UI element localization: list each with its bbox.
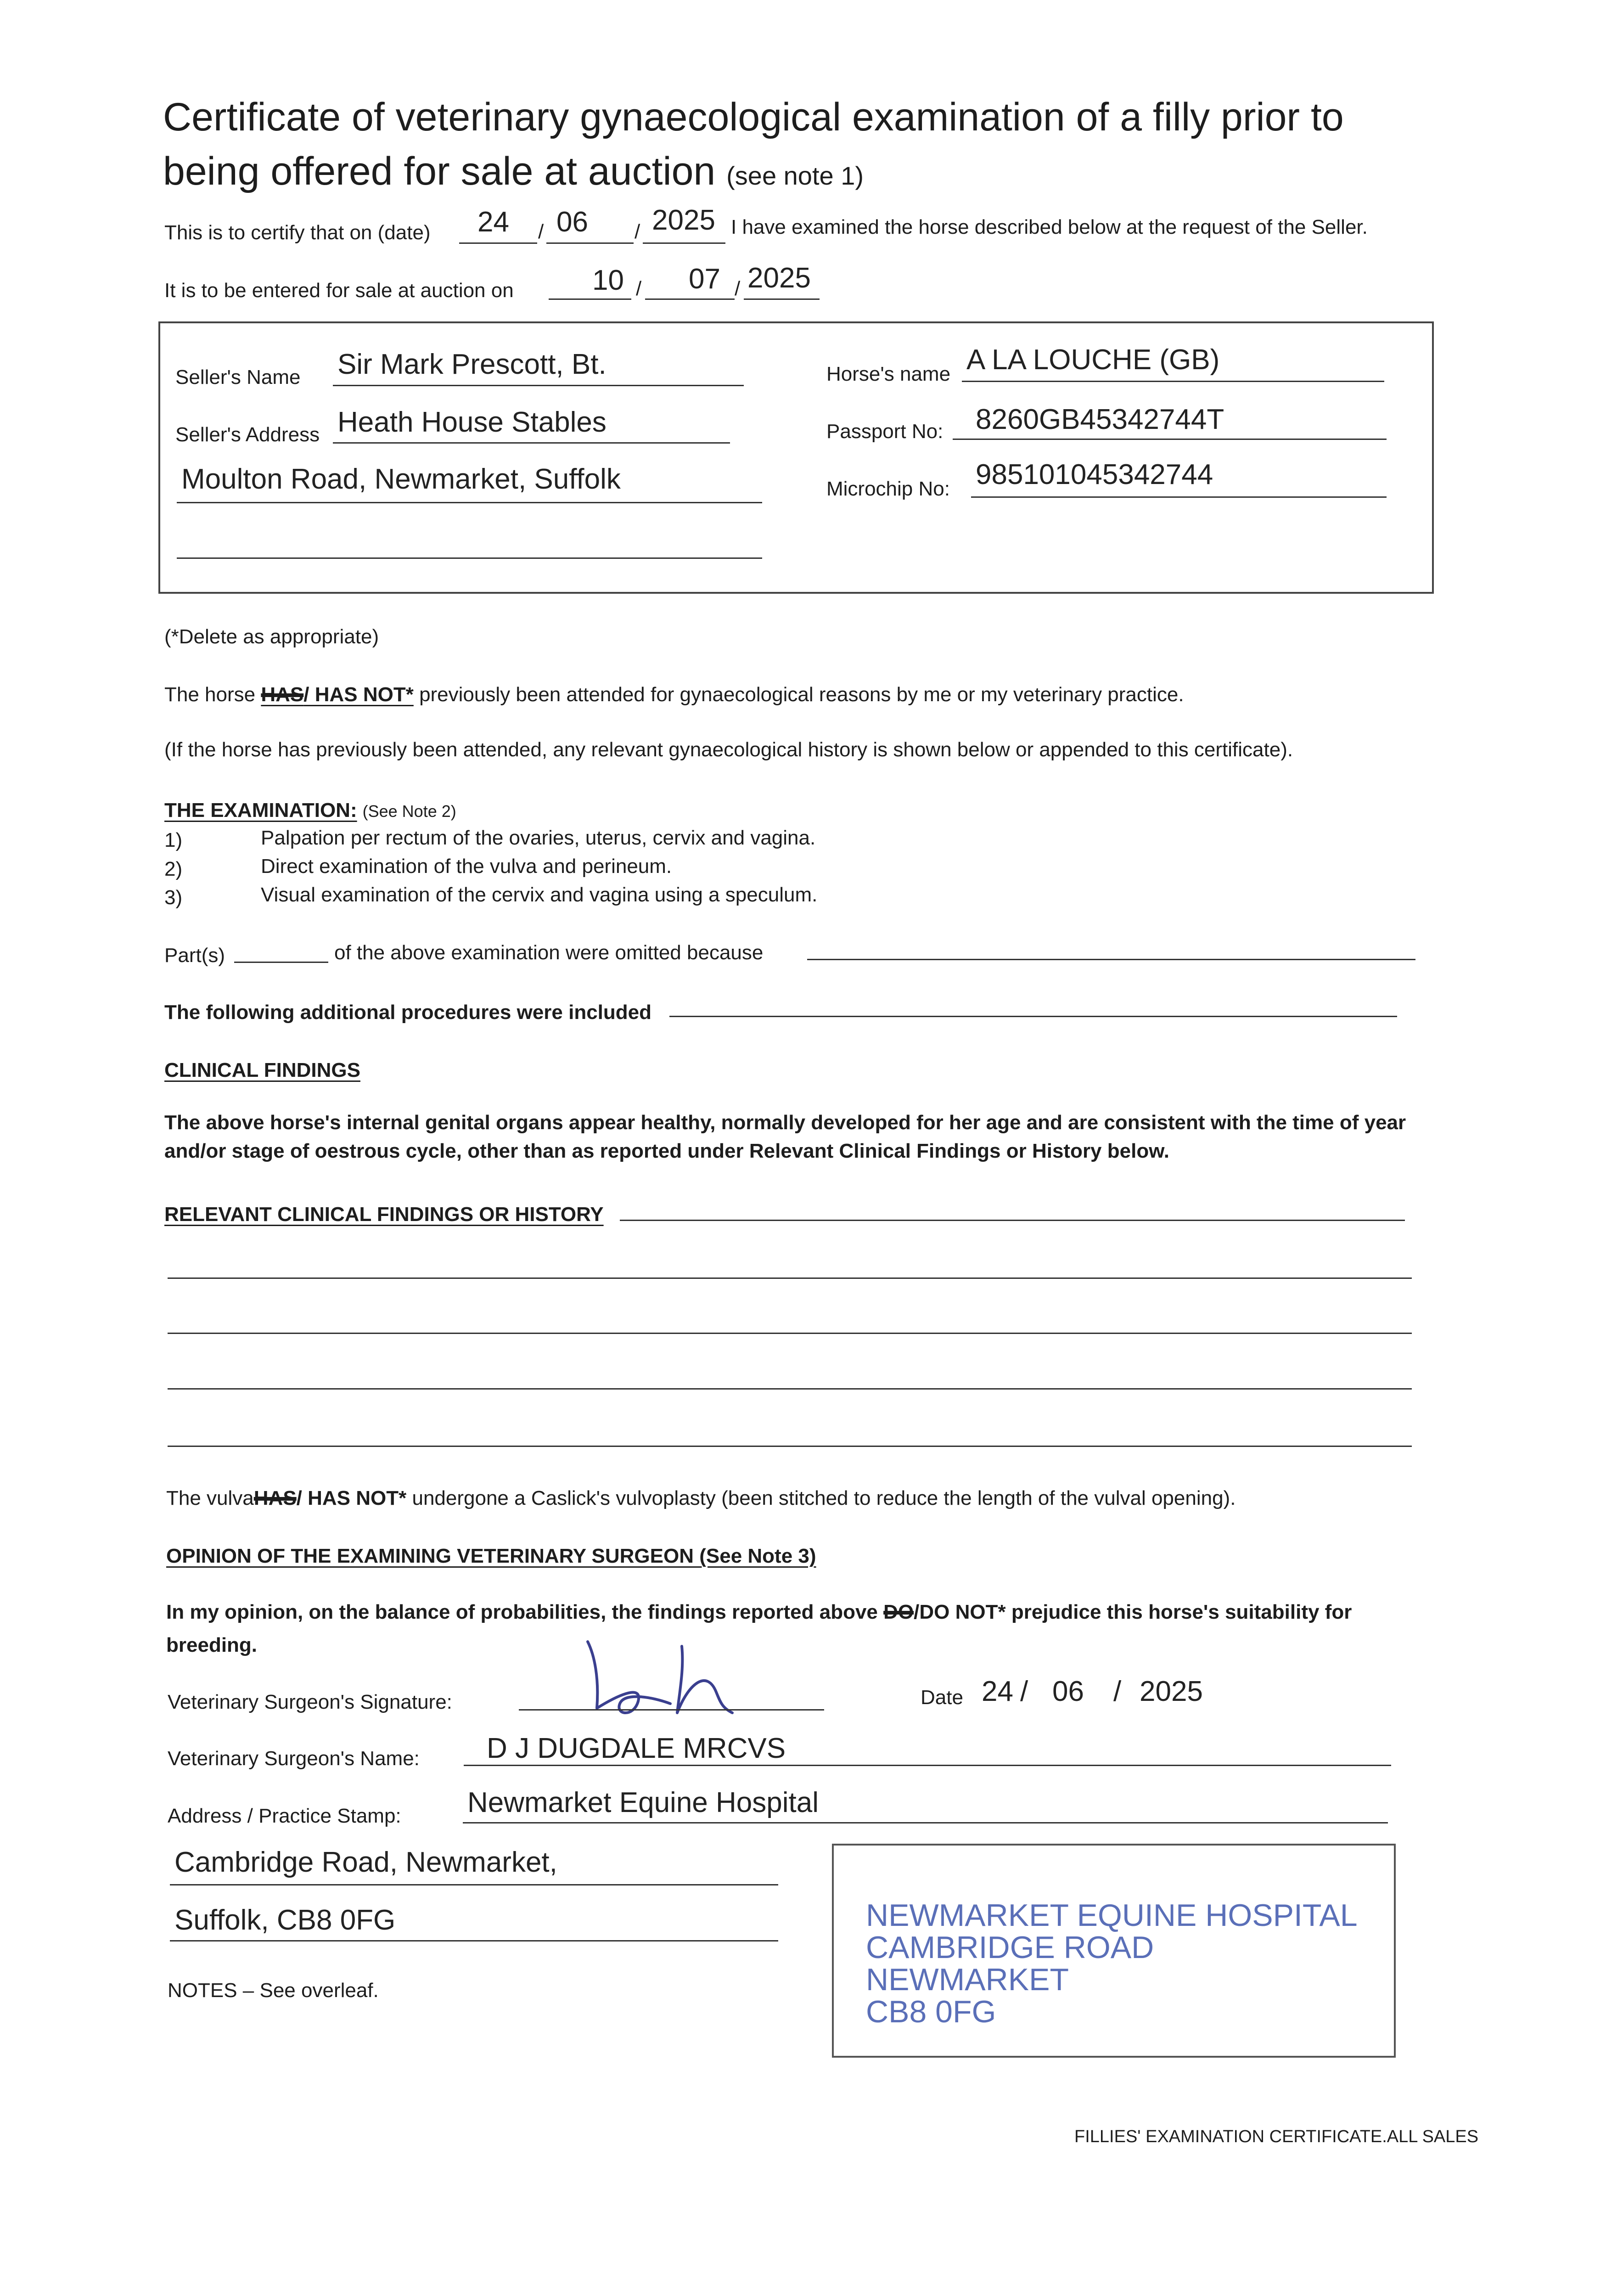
- signature-date-label: Date: [921, 1686, 963, 1709]
- signature-label: Veterinary Surgeon's Signature:: [168, 1691, 452, 1713]
- auction-slash-1: /: [636, 277, 642, 300]
- seller-name[interactable]: Sir Mark Prescott, Bt.: [337, 349, 607, 380]
- signature-date-slash-1: /: [1020, 1676, 1028, 1707]
- opinion-prefix: In my opinion, on the balance of probabilities, the findings reported above: [166, 1601, 878, 1623]
- seller-name-line: [333, 385, 744, 386]
- attended-prefix: The horse: [164, 683, 256, 706]
- surgeon-name-label: Veterinary Surgeon's Name:: [168, 1747, 420, 1770]
- page-title: [163, 90, 1344, 203]
- exam-item-3-num: 3): [164, 886, 183, 909]
- seller-address-1-line: [333, 442, 730, 444]
- practice-address-1-line: [463, 1822, 1388, 1823]
- certify-day[interactable]: 24: [477, 206, 509, 238]
- attended-struck-option: HAS: [261, 683, 304, 706]
- vulva-choice[interactable]: [254, 1487, 406, 1509]
- seller-address-2-line: [177, 502, 762, 503]
- relevant-findings-line-2[interactable]: [168, 1277, 1412, 1279]
- opinion-text-2: breeding.: [166, 1634, 258, 1656]
- vulva-suffix: undergone a Caslick's vulvoplasty (been stitched to reduce the length of the vulval opening).: [412, 1487, 1236, 1509]
- parts-suffix: of the above examination were omitted because: [334, 941, 764, 964]
- signature-date-slash-2: /: [1113, 1676, 1122, 1707]
- relevant-findings-heading: RELEVANT CLINICAL FINDINGS OR HISTORY: [164, 1203, 604, 1226]
- practice-address-3-line: [170, 1940, 778, 1941]
- title-line-2: [163, 144, 1344, 203]
- practice-address-label: Address / Practice Stamp:: [168, 1805, 401, 1827]
- attended-suffix: previously been attended for gynaecological reasons by me or my veterinary practice.: [419, 683, 1184, 706]
- clinical-heading: CLINICAL FINDINGS: [164, 1059, 360, 1081]
- horse-name[interactable]: A LA LOUCHE (GB): [966, 344, 1220, 376]
- certify-year-line: [643, 242, 725, 244]
- seller-address-1[interactable]: Heath House Stables: [337, 406, 607, 438]
- auction-prefix: It is to be entered for sale at auction on: [164, 279, 514, 302]
- certify-month[interactable]: 06: [556, 206, 588, 238]
- surgeon-name[interactable]: D J DUGDALE MRCVS: [487, 1733, 786, 1764]
- certify-slash-2: /: [635, 220, 640, 243]
- title-line-2-text: being offered for sale at auction: [163, 149, 716, 193]
- horse-name-label: Horse's name: [826, 363, 951, 385]
- practice-address-1[interactable]: Newmarket Equine Hospital: [467, 1787, 819, 1818]
- relevant-findings-line-1[interactable]: [620, 1220, 1405, 1221]
- vulva-prefix: The vulva: [166, 1487, 254, 1509]
- certify-day-line: [459, 242, 537, 244]
- auction-year-line: [744, 298, 820, 300]
- seller-address-3-line: [177, 557, 762, 559]
- auction-slash-2: /: [735, 277, 741, 300]
- practice-stamp: [832, 1844, 1396, 2058]
- practice-address-2-line: [170, 1884, 778, 1885]
- parts-field[interactable]: [234, 962, 328, 963]
- history-note: (If the horse has previously been attended, any relevant gynaecological history is shown below or appended to this certificate).: [164, 738, 1293, 761]
- passport-line: [953, 439, 1387, 440]
- vulva-statement: [166, 1487, 1236, 1510]
- seller-name-label: Seller's Name: [175, 366, 301, 388]
- surgeon-name-line: [464, 1765, 1391, 1766]
- attended-selected-option: / HAS NOT*: [303, 683, 414, 706]
- opinion-text-1: [166, 1601, 1352, 1624]
- horse-name-line: [962, 381, 1384, 382]
- signature-line: [519, 1709, 824, 1711]
- signature-date-year[interactable]: 2025: [1140, 1676, 1203, 1707]
- exam-item-2-num: 2): [164, 858, 183, 880]
- opinion-heading: OPINION OF THE EXAMINING VETERINARY SURGEON (See Note 3): [166, 1545, 816, 1567]
- exam-item-3-text: Visual examination of the cervix and vagina using a speculum.: [261, 884, 818, 906]
- title-note: (see note 1): [726, 161, 864, 190]
- certify-year[interactable]: 2025: [652, 204, 715, 236]
- relevant-findings-line-5[interactable]: [168, 1446, 1412, 1447]
- vulva-selected-option: / HAS NOT*: [296, 1487, 407, 1509]
- vulva-struck-option: HAS: [253, 1487, 297, 1509]
- additional-procedures-label: The following additional procedures were included: [164, 1001, 652, 1024]
- practice-address-3[interactable]: Suffolk, CB8 0FG: [174, 1904, 396, 1936]
- auction-day-line: [549, 298, 631, 300]
- omitted-reason-field[interactable]: [807, 959, 1415, 960]
- clinical-text-1: The above horse's internal genital organs appear healthy, normally developed for her age and are consistent with the time of year: [164, 1111, 1406, 1134]
- opinion-suffix: /DO NOT* prejudice this horse's suitability for: [914, 1601, 1352, 1623]
- seller-address-2[interactable]: Moulton Road, Newmarket, Suffolk: [181, 463, 621, 495]
- practice-address-2[interactable]: Cambridge Road, Newmarket,: [174, 1846, 557, 1878]
- footer-label: FILLIES' EXAMINATION CERTIFICATE.ALL SALES: [1074, 2127, 1479, 2146]
- certify-suffix: I have examined the horse described below at the request of the Seller.: [731, 216, 1368, 238]
- seller-address-label: Seller's Address: [175, 423, 320, 446]
- stamp-line-2: CAMBRIDGE ROAD: [866, 1930, 1154, 1965]
- auction-month-line: [645, 298, 735, 300]
- relevant-findings-line-3[interactable]: [168, 1333, 1412, 1334]
- exam-item-2-text: Direct examination of the vulva and perineum.: [261, 855, 672, 878]
- microchip-number[interactable]: 985101045342744: [976, 459, 1213, 490]
- relevant-findings-line-4[interactable]: [168, 1388, 1412, 1390]
- passport-label: Passport No:: [826, 420, 943, 443]
- examination-heading-text: THE EXAMINATION:: [164, 799, 357, 822]
- exam-item-1-text: Palpation per rectum of the ovaries, uterus, cervix and vagina.: [261, 827, 816, 849]
- microchip-label: Microchip No:: [826, 478, 950, 500]
- certify-slash-1: /: [538, 220, 544, 243]
- auction-year[interactable]: 2025: [747, 262, 811, 294]
- attended-statement: [164, 683, 1184, 706]
- notes-label: NOTES – See overleaf.: [168, 1979, 379, 2002]
- examination-note: (See Note 2): [362, 802, 456, 821]
- signature-date-day[interactable]: 24: [982, 1676, 1013, 1707]
- opinion-struck-option[interactable]: DO: [883, 1601, 914, 1623]
- certify-prefix: This is to certify that on (date): [164, 221, 431, 244]
- stamp-line-1: NEWMARKET EQUINE HOSPITAL: [866, 1898, 1358, 1933]
- additional-procedures-field[interactable]: [669, 1016, 1397, 1017]
- passport-number[interactable]: 8260GB45342744T: [976, 404, 1224, 435]
- signature-date-month[interactable]: 06: [1052, 1676, 1084, 1707]
- exam-item-1-num: 1): [164, 829, 183, 851]
- microchip-line: [971, 496, 1387, 498]
- attended-choice[interactable]: [261, 683, 413, 706]
- examination-heading: [164, 799, 456, 822]
- clinical-text-2: and/or stage of oestrous cycle, other than as reported under Relevant Clinical Findings or History below.: [164, 1140, 1170, 1162]
- title-line-1: Certificate of veterinary gynaecological examination of a filly prior to: [163, 95, 1344, 139]
- stamp-line-4: CB8 0FG: [866, 1994, 996, 2029]
- certify-month-line: [546, 242, 634, 244]
- auction-month[interactable]: 07: [689, 263, 720, 295]
- parts-prefix: Part(s): [164, 944, 225, 967]
- auction-day[interactable]: 10: [592, 264, 624, 296]
- stamp-line-3: NEWMARKET: [866, 1962, 1069, 1997]
- delete-note: (*Delete as appropriate): [164, 625, 379, 648]
- signature-image[interactable]: [551, 1628, 790, 1720]
